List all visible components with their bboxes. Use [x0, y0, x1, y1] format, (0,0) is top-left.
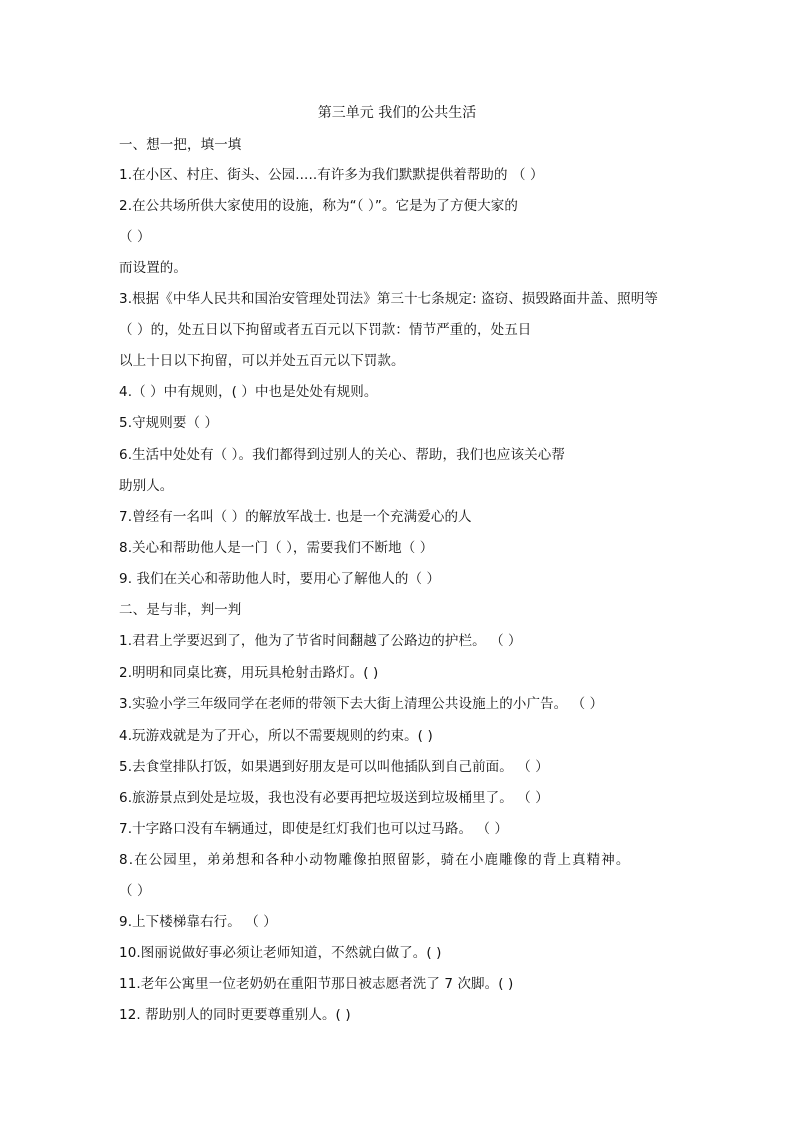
fill-question-4: 4.（ ）中有规则，( ）中也是处处有规则。 — [119, 384, 378, 400]
fill-question-3-cont: （ ）的，处五日以下拘留或者五百元以下罚款：情节严重的，处五日 — [119, 322, 532, 338]
fill-question-5: 5.守规则要（ ） — [119, 415, 219, 431]
judge-question-8-blank: （ ） — [119, 883, 151, 899]
page-title: 第三单元 我们的公共生活 — [317, 105, 477, 121]
judge-question-3: 3.实验小学三年级同学在老师的带领下去大街上清理公共设施上的小广告。 （ ） — [119, 696, 604, 712]
judge-question-9: 9.上下楼梯靠右行。 （ ） — [119, 914, 277, 930]
fill-question-6: 6.生活中处处有（ ）。我们都得到过别人的关心、帮助，我们也应该关心帮 — [119, 447, 565, 463]
fill-question-9: 9. 我们在关心和蒂助他人时，要用心了解他人的（ ） — [119, 571, 441, 587]
fill-question-2-cont: 而设置的。 — [119, 260, 187, 276]
judge-question-4: 4.玩游戏就是为了开心，所以不需要规则的约束。( ) — [119, 728, 433, 744]
judge-question-5: 5.去食堂排队打饭，如果遇到好朋友是可以叫他插队到自己前面。 （ ） — [119, 759, 549, 775]
section-heading-fill-in: 一、想一把，填一填 — [119, 137, 242, 153]
fill-question-3-cont2: 以上十日以下拘留，可以并处五百元以下罚款。 — [119, 353, 405, 369]
fill-question-2-blank: （ ） — [119, 229, 151, 245]
judge-question-10: 10.图丽说做好事必须让老师知道，不然就白做了。( ) — [119, 945, 442, 961]
judge-question-6: 6.旅游景点到处是垃圾，我也没有必要再把垃圾送到垃圾桶里了。 （ ） — [119, 790, 549, 806]
judge-question-12: 12. 帮助别人的同时更要尊重别人。( ) — [119, 1007, 351, 1023]
section-heading-true-false: 二、是与非，判一判 — [119, 602, 242, 618]
judge-question-2: 2.明明和同桌比赛，用玩具枪射击路灯。( ) — [119, 665, 379, 681]
fill-question-8: 8.关心和帮助他人是一门（ ），需要我们不断地（ ） — [119, 540, 434, 556]
judge-question-11: 11.老年公寓里一位老奶奶在重阳节那日被志愿者洗了 7 次脚。( ) — [119, 976, 514, 992]
fill-question-7: 7.曾经有一名叫（ ）的解放军战士. 也是一个充满爱心的人 — [119, 509, 472, 525]
fill-question-3: 3.根据《中华人民共和国治安管理处罚法》第三十七条规定: 盗窃、损毁路面井盖、照明等 — [119, 291, 658, 307]
fill-question-2: 2.在公共场所供大家使用的设施，称为“（ ）”。它是为了方便大家的 — [119, 198, 518, 214]
judge-question-7: 7.十字路口没有车辆通过，即使是红灯我们也可以过马路。 （ ） — [119, 821, 509, 837]
judge-question-1: 1.君君上学要迟到了，他为了节省时间翻越了公路边的护栏。 （ ） — [119, 633, 522, 649]
fill-question-6-cont: 助别人。 — [119, 478, 174, 494]
fill-question-1: 1.在小区、村庄、街头、公园.....有许多为我们默默提供着帮助的 （ ） — [119, 167, 544, 183]
judge-question-8: 8.在公园里，弟弟想和各种小动物雕像拍照留影，骑在小鹿雕像的背上真精神。 — [119, 852, 631, 868]
